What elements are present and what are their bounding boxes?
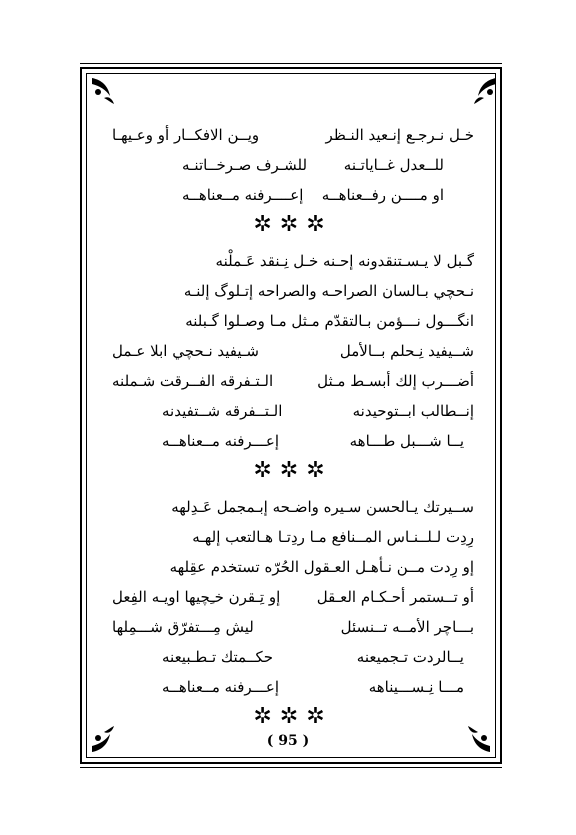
- verse-right-hemistich: خـل نـرجـع إنـعيد النـظر: [325, 126, 474, 144]
- verse-couplet: [112, 426, 474, 456]
- verse-right-hemistich: شــيفيد نِـحلم بــالأمل: [339, 342, 474, 360]
- verse-left-hemistich: إعـــرفنه مــعناهــه: [162, 678, 279, 696]
- border-rule-bottom: [80, 767, 502, 768]
- verse-couplet: [112, 120, 474, 150]
- verse-right-hemistich: أو تــستمر أحـكـام العـقل: [316, 588, 474, 606]
- verse-left-hemistich: حكــمتك تـطـبيعنه: [162, 648, 274, 666]
- verse-couplet: [112, 612, 474, 642]
- floral-corner-ornament-top-left: [90, 76, 120, 106]
- verse-line: ســيرتك يـالحسن سـيره واضـحه إبـمجمل عَـدِلهه: [171, 498, 474, 516]
- verse-right-hemistich: مـــا نِـســـيناهه: [368, 678, 464, 696]
- verse-left-hemistich: إعـــرفنه مــعناهــه: [162, 432, 279, 450]
- stanza-separator: ✲✲✲: [253, 704, 333, 729]
- verse-left-hemistich: إو تِـقرن خـِچيها اويـه الفِعل: [112, 588, 281, 606]
- verse-right-hemistich: بـــاچر الأمــه تــنسئل: [340, 618, 474, 636]
- verse-right-hemistich: يــالردت تـجميعنه: [356, 648, 464, 666]
- verse-left-hemistich: ويــن الافكــار أو وعـيهـا: [112, 126, 260, 144]
- verse-couplet: [112, 366, 474, 396]
- page-number: ( 95 ): [266, 733, 310, 749]
- verse-right-hemistich: أضـــرب إلك أبسـط مـثل: [317, 372, 474, 390]
- verse-couplet: [112, 672, 474, 702]
- verse-couplet: [112, 642, 474, 672]
- verse-left-hemistich: شـيفيد نـحچي ابلا عـمل: [112, 342, 259, 360]
- verse-right-hemistich: يــا شـــبل طـــاهه: [349, 432, 464, 450]
- verse-right-hemistich: إنــطالب ابــتوحيدنه: [352, 402, 474, 420]
- floral-corner-ornament-top-right: [468, 76, 498, 106]
- verse-couplet: [112, 180, 474, 210]
- verse-couplet: [112, 396, 474, 426]
- stanza-separator: ✲✲✲: [253, 212, 333, 237]
- verse-right-hemistich: او مــــن رفــعناهــه: [321, 186, 444, 204]
- stanza-separator: ✲✲✲: [253, 458, 333, 483]
- border-rule-top: [80, 63, 502, 64]
- verse-left-hemistich: الـتــفرقه شــتفيدنه: [162, 402, 283, 420]
- verse-left-hemistich: ليش مِـــتفرّق شـــمِلها: [112, 618, 254, 636]
- verse-line: انگـــول نـــؤمن بـالتقدّم مـثل مـا وصـلوا گـبلنه: [185, 312, 474, 330]
- verse-line: إو رِدت مــن نـأهـل العـقول الحُرّه تستخدم عقِلهه: [169, 558, 474, 576]
- verse-couplet: [112, 582, 474, 612]
- poem-body: [112, 120, 474, 732]
- verse-couplet: [112, 150, 474, 180]
- verse-left-hemistich: إعــــرفنه مــعناهــه: [182, 186, 304, 204]
- verse-line: گـبل لا يـسـتنقدونه إحـنه خـل نِـنقد عَـملْنه: [215, 252, 474, 270]
- verse-line: رِدِت لـلــنـاس المــنافع مـا ردِتـا هـالتعب إلهـه: [192, 528, 474, 546]
- verse-left-hemistich: للشـرف صـرخــاتنـه: [182, 156, 308, 174]
- verse-right-hemistich: للــعدل غــاياتـنه: [343, 156, 444, 174]
- verse-line: نـحچي بـالسان الصراحـه والصراحه إتـلوگ إلنـه: [183, 282, 474, 300]
- verse-left-hemistich: الـتـفرقه الفــرقت شـملنه: [112, 372, 274, 390]
- verse-couplet: [112, 336, 474, 366]
